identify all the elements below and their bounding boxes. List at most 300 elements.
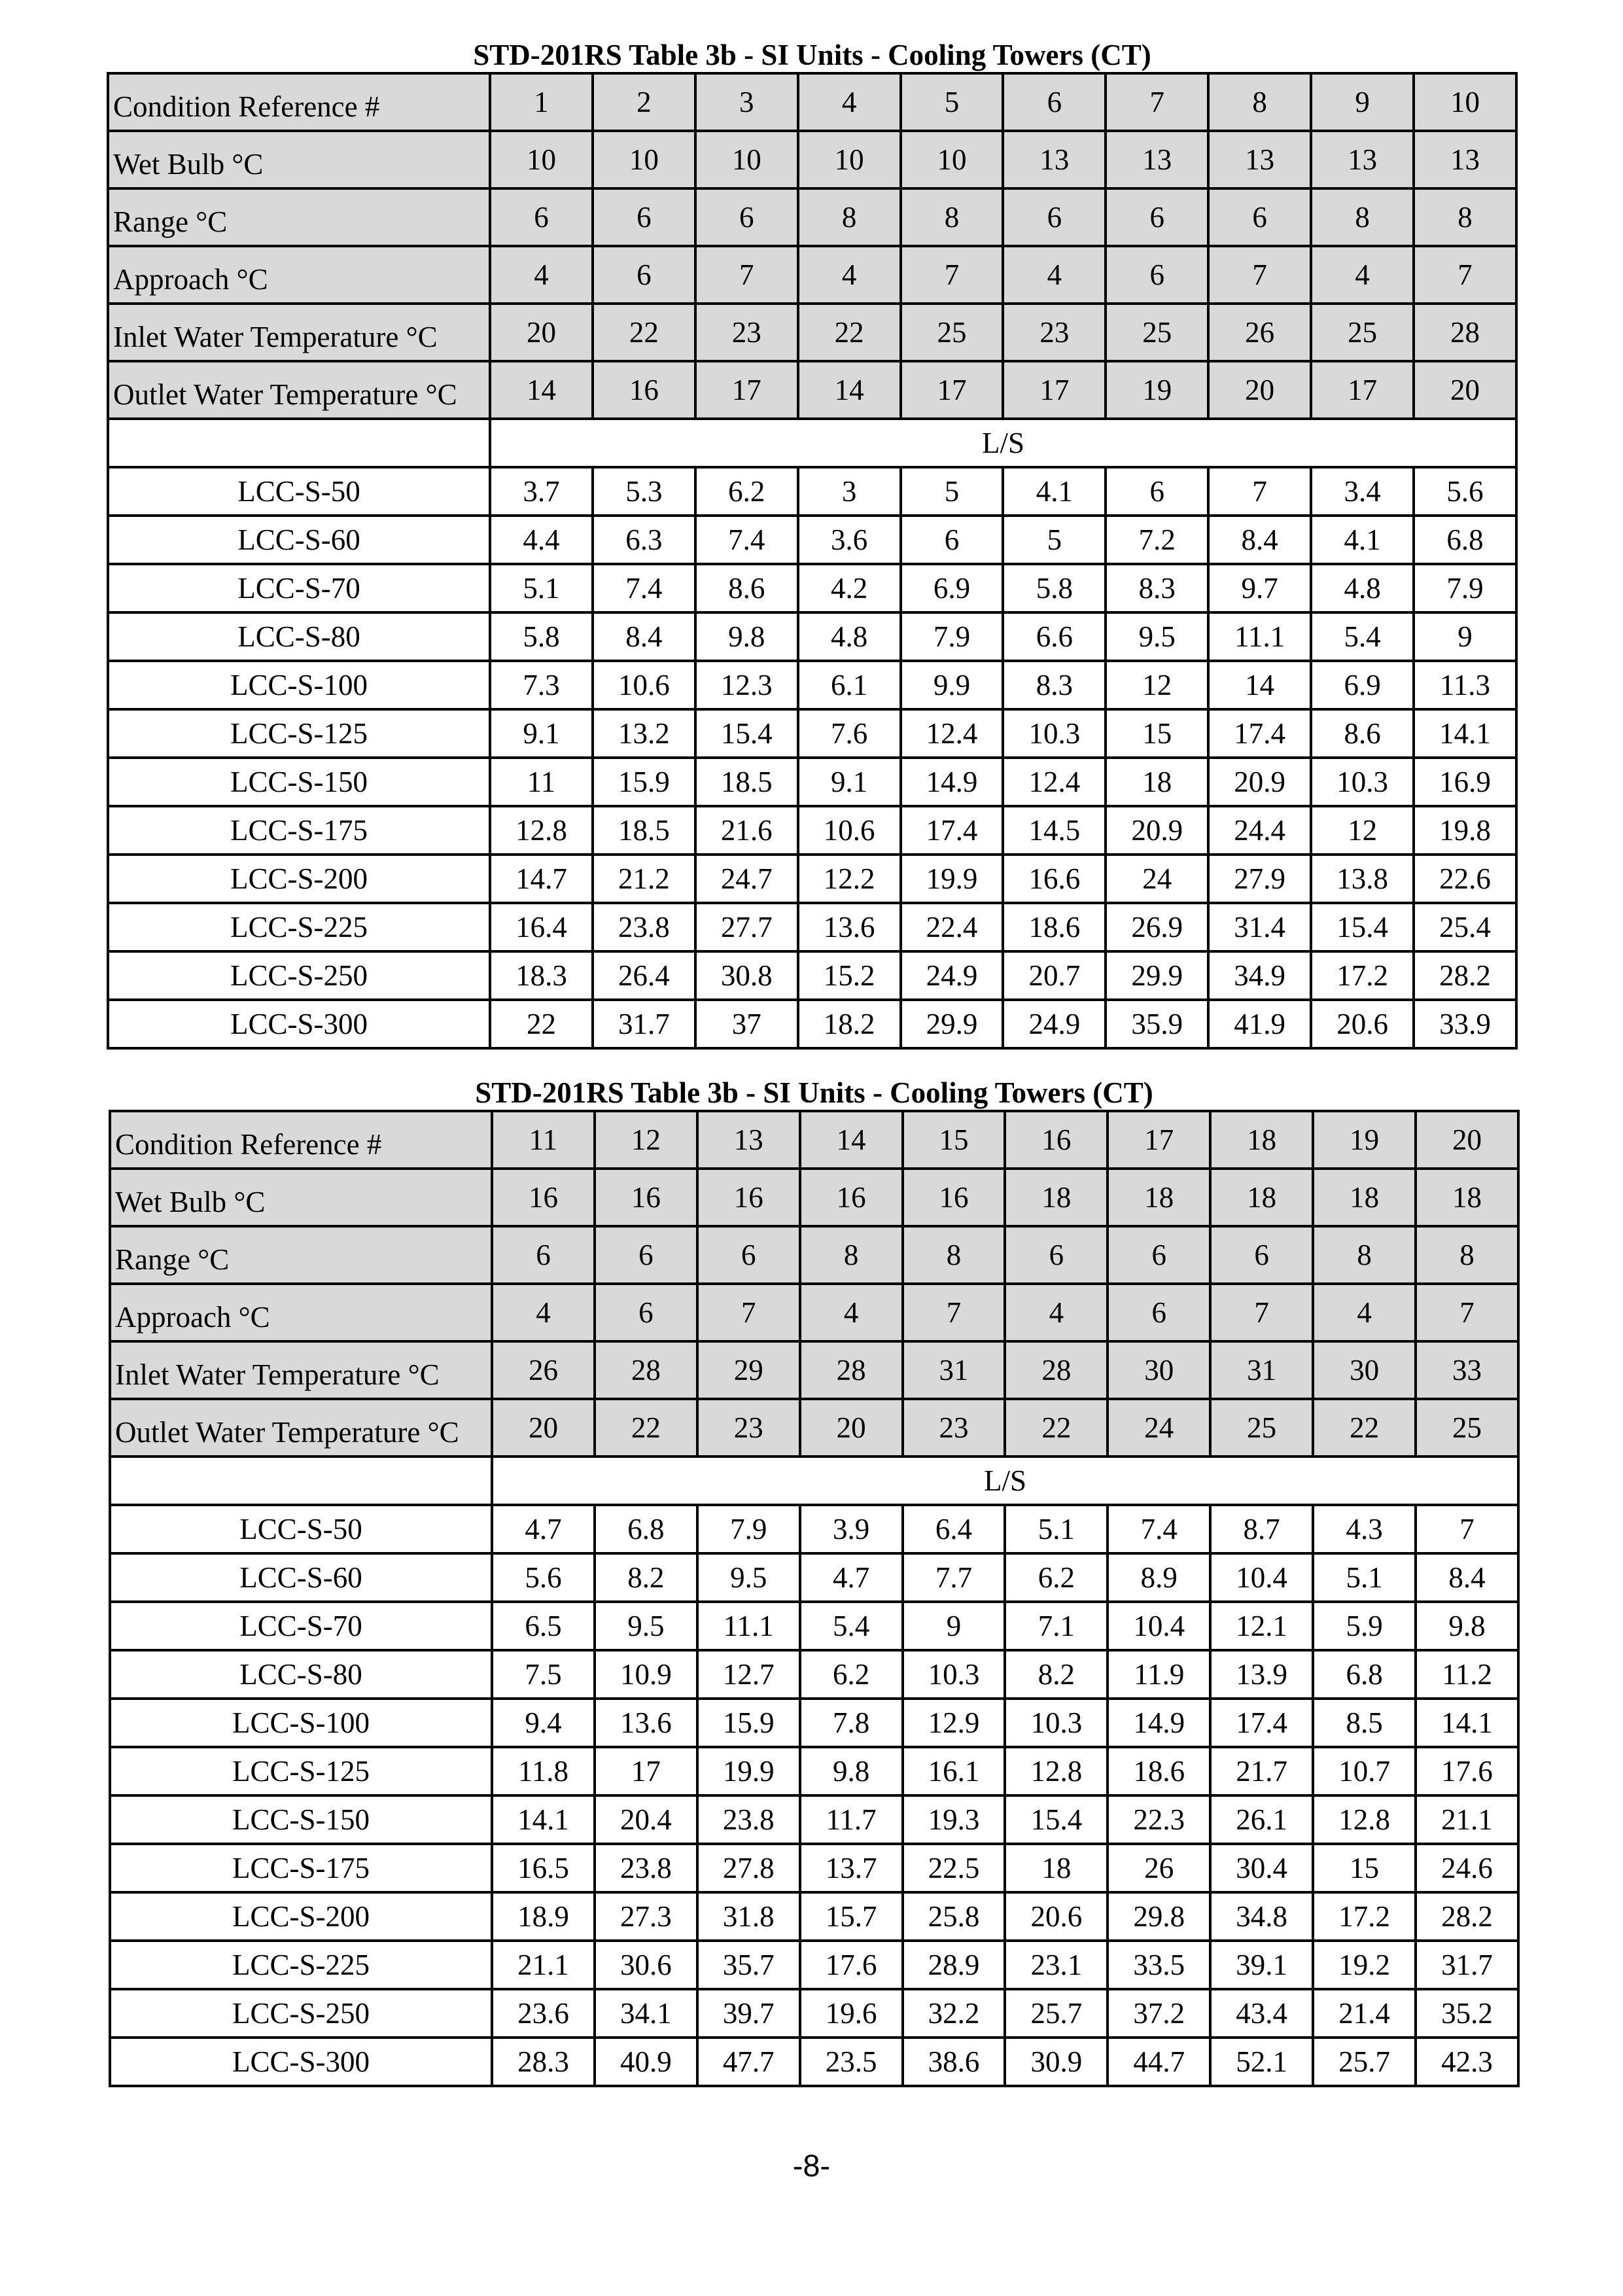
flow-value: 3: [798, 467, 901, 516]
flow-value: 5: [1003, 516, 1106, 564]
flow-value: 8.4: [1208, 516, 1311, 564]
flow-value: 12.4: [901, 709, 1003, 758]
model-name: LCC-S-200: [108, 855, 490, 903]
flow-value: 25.8: [903, 1892, 1005, 1941]
flow-value: 18.3: [490, 951, 593, 1000]
condition-row: [110, 1399, 1518, 1457]
flow-value: 18: [1106, 758, 1208, 806]
flow-value: 15.7: [800, 1892, 903, 1941]
flow-value: 7.5: [492, 1650, 595, 1699]
flow-value: 24.9: [901, 951, 1003, 1000]
units-row: [110, 1457, 1518, 1505]
condition-value: 7: [1414, 246, 1516, 304]
units-blank-cell: [110, 1457, 492, 1505]
condition-value: 25: [1210, 1399, 1313, 1457]
condition-value: 5: [901, 73, 1003, 131]
flow-value: 32.2: [903, 1989, 1005, 2038]
table-row: [110, 1699, 1518, 1747]
flow-value: 7: [1416, 1505, 1518, 1553]
flow-value: 9: [903, 1602, 1005, 1650]
units-label: L/S: [492, 1457, 1518, 1505]
flow-value: 7.8: [800, 1699, 903, 1747]
flow-value: 11.8: [492, 1747, 595, 1795]
flow-value: 25.7: [1313, 2038, 1416, 2086]
flow-value: 16.6: [1003, 855, 1106, 903]
flow-value: 44.7: [1108, 2038, 1210, 2086]
condition-value: 20: [492, 1399, 595, 1457]
condition-label: Condition Reference #: [110, 1111, 492, 1169]
condition-value: 4: [798, 73, 901, 131]
condition-value: 6: [1108, 1226, 1210, 1284]
condition-row: [108, 361, 1516, 419]
flow-value: 7: [1208, 467, 1311, 516]
condition-value: 20: [490, 304, 593, 361]
flow-value: 9.5: [697, 1553, 800, 1602]
flow-value: 8.2: [595, 1553, 697, 1602]
condition-value: 22: [595, 1399, 697, 1457]
flow-value: 6.8: [1313, 1650, 1416, 1699]
flow-value: 15: [1106, 709, 1208, 758]
flow-value: 9.8: [800, 1747, 903, 1795]
condition-value: 6: [593, 246, 695, 304]
condition-label: Range °C: [110, 1226, 492, 1284]
flow-value: 11.1: [697, 1602, 800, 1650]
condition-value: 8: [903, 1226, 1005, 1284]
flow-value: 8.3: [1106, 564, 1208, 612]
flow-value: 10.3: [903, 1650, 1005, 1699]
flow-value: 9.1: [490, 709, 593, 758]
flow-value: 20.9: [1106, 806, 1208, 855]
flow-value: 5.8: [1003, 564, 1106, 612]
flow-value: 31.7: [1416, 1941, 1518, 1989]
condition-label: Outlet Water Temperature °C: [108, 361, 490, 419]
condition-value: 14: [798, 361, 901, 419]
condition-row: [110, 1341, 1518, 1399]
flow-value: 7.2: [1106, 516, 1208, 564]
model-name: LCC-S-250: [110, 1989, 492, 2038]
flow-value: 29.9: [901, 1000, 1003, 1048]
flow-value: 14.1: [1414, 709, 1516, 758]
flow-value: 27.7: [695, 903, 798, 951]
table-row: [108, 855, 1516, 903]
condition-row: [108, 73, 1516, 131]
flow-value: 4.8: [1311, 564, 1414, 612]
flow-value: 31.7: [593, 1000, 695, 1048]
flow-value: 6: [1106, 467, 1208, 516]
model-name: LCC-S-60: [110, 1553, 492, 1602]
flow-value: 19.3: [903, 1795, 1005, 1844]
table-row: [110, 1505, 1518, 1553]
flow-value: 20.9: [1208, 758, 1311, 806]
flow-value: 33.9: [1414, 1000, 1516, 1048]
condition-value: 13: [1208, 131, 1311, 188]
flow-value: 29.9: [1106, 951, 1208, 1000]
condition-value: 4: [1005, 1284, 1108, 1341]
flow-value: 31.4: [1208, 903, 1311, 951]
model-name: LCC-S-70: [108, 564, 490, 612]
flow-value: 26: [1108, 1844, 1210, 1892]
flow-value: 6.9: [901, 564, 1003, 612]
condition-value: 18: [1210, 1111, 1313, 1169]
flow-value: 8.4: [593, 612, 695, 661]
condition-value: 8: [1311, 188, 1414, 246]
condition-value: 6: [1210, 1226, 1313, 1284]
condition-value: 16: [1005, 1111, 1108, 1169]
flow-value: 18.5: [593, 806, 695, 855]
condition-row: [110, 1284, 1518, 1341]
model-name: LCC-S-150: [108, 758, 490, 806]
flow-value: 10.9: [595, 1650, 697, 1699]
condition-value: 7: [1106, 73, 1208, 131]
flow-value: 3.6: [798, 516, 901, 564]
condition-value: 33: [1416, 1341, 1518, 1399]
units-row: [108, 419, 1516, 467]
flow-value: 14.9: [901, 758, 1003, 806]
flow-value: 21.6: [695, 806, 798, 855]
flow-value: 6.1: [798, 661, 901, 709]
flow-value: 5: [901, 467, 1003, 516]
cooling-tower-table: [109, 1110, 1520, 2087]
flow-value: 5.4: [800, 1602, 903, 1650]
condition-value: 23: [695, 304, 798, 361]
flow-value: 4.4: [490, 516, 593, 564]
flow-value: 13.9: [1210, 1650, 1313, 1699]
flow-value: 13.2: [593, 709, 695, 758]
flow-value: 28.2: [1414, 951, 1516, 1000]
flow-value: 12: [1106, 661, 1208, 709]
flow-value: 28.9: [903, 1941, 1005, 1989]
condition-value: 10: [798, 131, 901, 188]
flow-value: 10.6: [798, 806, 901, 855]
table-row: [108, 516, 1516, 564]
flow-value: 30.8: [695, 951, 798, 1000]
flow-value: 19.9: [901, 855, 1003, 903]
flow-value: 6.8: [595, 1505, 697, 1553]
flow-value: 6: [901, 516, 1003, 564]
cooling-tower-table: [107, 72, 1518, 1050]
model-name: LCC-S-50: [108, 467, 490, 516]
flow-value: 8.5: [1313, 1699, 1416, 1747]
condition-value: 25: [1106, 304, 1208, 361]
condition-value: 22: [1313, 1399, 1416, 1457]
condition-label: Condition Reference #: [108, 73, 490, 131]
condition-value: 11: [492, 1111, 595, 1169]
flow-value: 47.7: [697, 2038, 800, 2086]
flow-value: 4.1: [1311, 516, 1414, 564]
flow-value: 5.3: [593, 467, 695, 516]
flow-value: 12.9: [903, 1699, 1005, 1747]
flow-value: 17.6: [800, 1941, 903, 1989]
flow-value: 18.9: [492, 1892, 595, 1941]
flow-value: 6.4: [903, 1505, 1005, 1553]
flow-value: 7.7: [903, 1553, 1005, 1602]
flow-value: 23.8: [593, 903, 695, 951]
table-row: [110, 1892, 1518, 1941]
condition-value: 6: [697, 1226, 800, 1284]
flow-value: 3.9: [800, 1505, 903, 1553]
condition-value: 10: [593, 131, 695, 188]
flow-value: 34.8: [1210, 1892, 1313, 1941]
condition-value: 18: [1108, 1169, 1210, 1226]
condition-value: 4: [800, 1284, 903, 1341]
condition-value: 25: [1311, 304, 1414, 361]
flow-value: 9.9: [901, 661, 1003, 709]
condition-value: 19: [1106, 361, 1208, 419]
condition-value: 20: [1208, 361, 1311, 419]
flow-value: 25.7: [1005, 1989, 1108, 2038]
flow-value: 39.7: [697, 1989, 800, 2038]
flow-value: 16.1: [903, 1747, 1005, 1795]
condition-value: 6: [490, 188, 593, 246]
flow-value: 9.8: [695, 612, 798, 661]
units-blank-cell: [108, 419, 490, 467]
model-name: LCC-S-300: [110, 2038, 492, 2086]
flow-value: 23.6: [492, 1989, 595, 2038]
flow-value: 30.9: [1005, 2038, 1108, 2086]
flow-value: 24.4: [1208, 806, 1311, 855]
flow-value: 26.4: [593, 951, 695, 1000]
table-row: [108, 612, 1516, 661]
flow-value: 12: [1311, 806, 1414, 855]
flow-value: 11.1: [1208, 612, 1311, 661]
flow-value: 9.5: [595, 1602, 697, 1650]
flow-value: 39.1: [1210, 1941, 1313, 1989]
condition-value: 28: [1005, 1341, 1108, 1399]
flow-value: 10.3: [1005, 1699, 1108, 1747]
condition-value: 15: [903, 1111, 1005, 1169]
table-row: [110, 1553, 1518, 1602]
condition-value: 6: [1003, 73, 1106, 131]
flow-value: 11.9: [1108, 1650, 1210, 1699]
flow-value: 35.9: [1106, 1000, 1208, 1048]
flow-value: 30.6: [595, 1941, 697, 1989]
condition-value: 7: [901, 246, 1003, 304]
flow-value: 41.9: [1208, 1000, 1311, 1048]
flow-value: 4.1: [1003, 467, 1106, 516]
condition-value: 8: [1416, 1226, 1518, 1284]
flow-value: 19.8: [1414, 806, 1516, 855]
model-name: LCC-S-50: [110, 1505, 492, 1553]
condition-row: [110, 1111, 1518, 1169]
condition-row: [108, 246, 1516, 304]
condition-value: 6: [1106, 246, 1208, 304]
model-name: LCC-S-125: [110, 1747, 492, 1795]
flow-value: 19.6: [800, 1989, 903, 2038]
condition-label: Outlet Water Temperature °C: [110, 1399, 492, 1457]
flow-value: 11.2: [1416, 1650, 1518, 1699]
condition-value: 6: [595, 1284, 697, 1341]
condition-value: 4: [1313, 1284, 1416, 1341]
flow-value: 18.6: [1003, 903, 1106, 951]
flow-value: 18.5: [695, 758, 798, 806]
flow-value: 4.8: [798, 612, 901, 661]
condition-value: 7: [1210, 1284, 1313, 1341]
flow-value: 23.8: [595, 1844, 697, 1892]
flow-value: 21.2: [593, 855, 695, 903]
table-row: [108, 1000, 1516, 1048]
flow-value: 20.6: [1311, 1000, 1414, 1048]
condition-value: 18: [1313, 1169, 1416, 1226]
flow-value: 4.7: [800, 1553, 903, 1602]
table-row: [108, 709, 1516, 758]
flow-value: 13.6: [595, 1699, 697, 1747]
table-title: STD-201RS Table 3b - SI Units - Cooling Towers (CT): [475, 1076, 1153, 1109]
condition-value: 8: [1208, 73, 1311, 131]
flow-value: 12.8: [1005, 1747, 1108, 1795]
condition-label: Approach °C: [110, 1284, 492, 1341]
condition-value: 7: [697, 1284, 800, 1341]
condition-value: 7: [695, 246, 798, 304]
condition-value: 8: [800, 1226, 903, 1284]
condition-value: 18: [1210, 1169, 1313, 1226]
flow-value: 33.5: [1108, 1941, 1210, 1989]
flow-value: 11.7: [800, 1795, 903, 1844]
condition-value: 16: [593, 361, 695, 419]
flow-value: 24.6: [1416, 1844, 1518, 1892]
flow-value: 7.3: [490, 661, 593, 709]
flow-value: 30.4: [1210, 1844, 1313, 1892]
flow-value: 9.1: [798, 758, 901, 806]
flow-value: 22.5: [903, 1844, 1005, 1892]
condition-label: Range °C: [108, 188, 490, 246]
flow-value: 29.8: [1108, 1892, 1210, 1941]
flow-value: 6.9: [1311, 661, 1414, 709]
flow-value: 12.3: [695, 661, 798, 709]
flow-value: 7.6: [798, 709, 901, 758]
table-row: [110, 1941, 1518, 1989]
flow-value: 20.7: [1003, 951, 1106, 1000]
condition-value: 23: [903, 1399, 1005, 1457]
flow-value: 13.7: [800, 1844, 903, 1892]
condition-value: 6: [1108, 1284, 1210, 1341]
flow-value: 4.2: [798, 564, 901, 612]
condition-value: 25: [1416, 1399, 1518, 1457]
flow-value: 13.6: [798, 903, 901, 951]
condition-value: 10: [490, 131, 593, 188]
flow-value: 38.6: [903, 2038, 1005, 2086]
model-name: LCC-S-300: [108, 1000, 490, 1048]
flow-value: 26.9: [1106, 903, 1208, 951]
table-row: [110, 2038, 1518, 2086]
page-number: -8-: [792, 2148, 831, 2183]
condition-value: 13: [1414, 131, 1516, 188]
flow-value: 15.4: [1311, 903, 1414, 951]
condition-value: 6: [492, 1226, 595, 1284]
condition-value: 28: [1414, 304, 1516, 361]
flow-value: 18.2: [798, 1000, 901, 1048]
flow-value: 5.6: [1414, 467, 1516, 516]
flow-value: 22.6: [1414, 855, 1516, 903]
condition-value: 17: [1108, 1111, 1210, 1169]
condition-value: 7: [1208, 246, 1311, 304]
flow-value: 21.7: [1210, 1747, 1313, 1795]
condition-value: 19: [1313, 1111, 1416, 1169]
flow-value: 16.9: [1414, 758, 1516, 806]
flow-value: 5.4: [1311, 612, 1414, 661]
condition-row: [110, 1169, 1518, 1226]
condition-value: 9: [1311, 73, 1414, 131]
flow-value: 23.5: [800, 2038, 903, 2086]
table-row: [108, 806, 1516, 855]
flow-value: 37: [695, 1000, 798, 1048]
model-name: LCC-S-175: [110, 1844, 492, 1892]
flow-value: 4.7: [492, 1505, 595, 1553]
flow-value: 22: [490, 1000, 593, 1048]
condition-value: 20: [1414, 361, 1516, 419]
flow-value: 10.6: [593, 661, 695, 709]
flow-value: 4.3: [1313, 1505, 1416, 1553]
flow-value: 3.7: [490, 467, 593, 516]
condition-row: [108, 304, 1516, 361]
flow-value: 9.4: [492, 1699, 595, 1747]
condition-value: 20: [1416, 1111, 1518, 1169]
flow-value: 5.1: [490, 564, 593, 612]
model-name: LCC-S-60: [108, 516, 490, 564]
condition-value: 6: [593, 188, 695, 246]
flow-value: 9.5: [1106, 612, 1208, 661]
table-row: [110, 1795, 1518, 1844]
model-name: LCC-S-80: [108, 612, 490, 661]
flow-value: 19.2: [1313, 1941, 1416, 1989]
model-name: LCC-S-125: [108, 709, 490, 758]
flow-value: 7.9: [697, 1505, 800, 1553]
flow-value: 17.2: [1313, 1892, 1416, 1941]
flow-value: 8.9: [1108, 1553, 1210, 1602]
flow-value: 6.6: [1003, 612, 1106, 661]
flow-value: 9: [1414, 612, 1516, 661]
flow-value: 21.1: [1416, 1795, 1518, 1844]
condition-value: 4: [492, 1284, 595, 1341]
flow-value: 17.2: [1311, 951, 1414, 1000]
table-row: [110, 1989, 1518, 2038]
condition-value: 17: [1003, 361, 1106, 419]
flow-value: 14.7: [490, 855, 593, 903]
condition-value: 4: [490, 246, 593, 304]
condition-value: 16: [903, 1169, 1005, 1226]
flow-value: 14.1: [492, 1795, 595, 1844]
condition-value: 18: [1005, 1169, 1108, 1226]
flow-value: 25.4: [1414, 903, 1516, 951]
flow-value: 15.9: [593, 758, 695, 806]
condition-value: 29: [697, 1341, 800, 1399]
condition-value: 10: [695, 131, 798, 188]
flow-value: 12.2: [798, 855, 901, 903]
condition-value: 14: [800, 1111, 903, 1169]
condition-value: 20: [800, 1399, 903, 1457]
flow-value: 20.4: [595, 1795, 697, 1844]
flow-value: 15.4: [1005, 1795, 1108, 1844]
flow-value: 22.4: [901, 903, 1003, 951]
condition-value: 10: [901, 131, 1003, 188]
table-row: [108, 467, 1516, 516]
flow-value: 10.4: [1210, 1553, 1313, 1602]
flow-value: 27.8: [697, 1844, 800, 1892]
flow-value: 8.6: [1311, 709, 1414, 758]
flow-value: 24: [1106, 855, 1208, 903]
flow-value: 24.7: [695, 855, 798, 903]
flow-value: 21.4: [1313, 1989, 1416, 2038]
model-name: LCC-S-200: [110, 1892, 492, 1941]
flow-value: 6.3: [593, 516, 695, 564]
condition-value: 4: [798, 246, 901, 304]
flow-value: 40.9: [595, 2038, 697, 2086]
condition-value: 13: [1003, 131, 1106, 188]
flow-value: 6.2: [1005, 1553, 1108, 1602]
table-title: STD-201RS Table 3b - SI Units - Cooling Towers (CT): [473, 39, 1151, 71]
condition-row: [110, 1226, 1518, 1284]
condition-value: 10: [1414, 73, 1516, 131]
flow-value: 14.1: [1416, 1699, 1518, 1747]
